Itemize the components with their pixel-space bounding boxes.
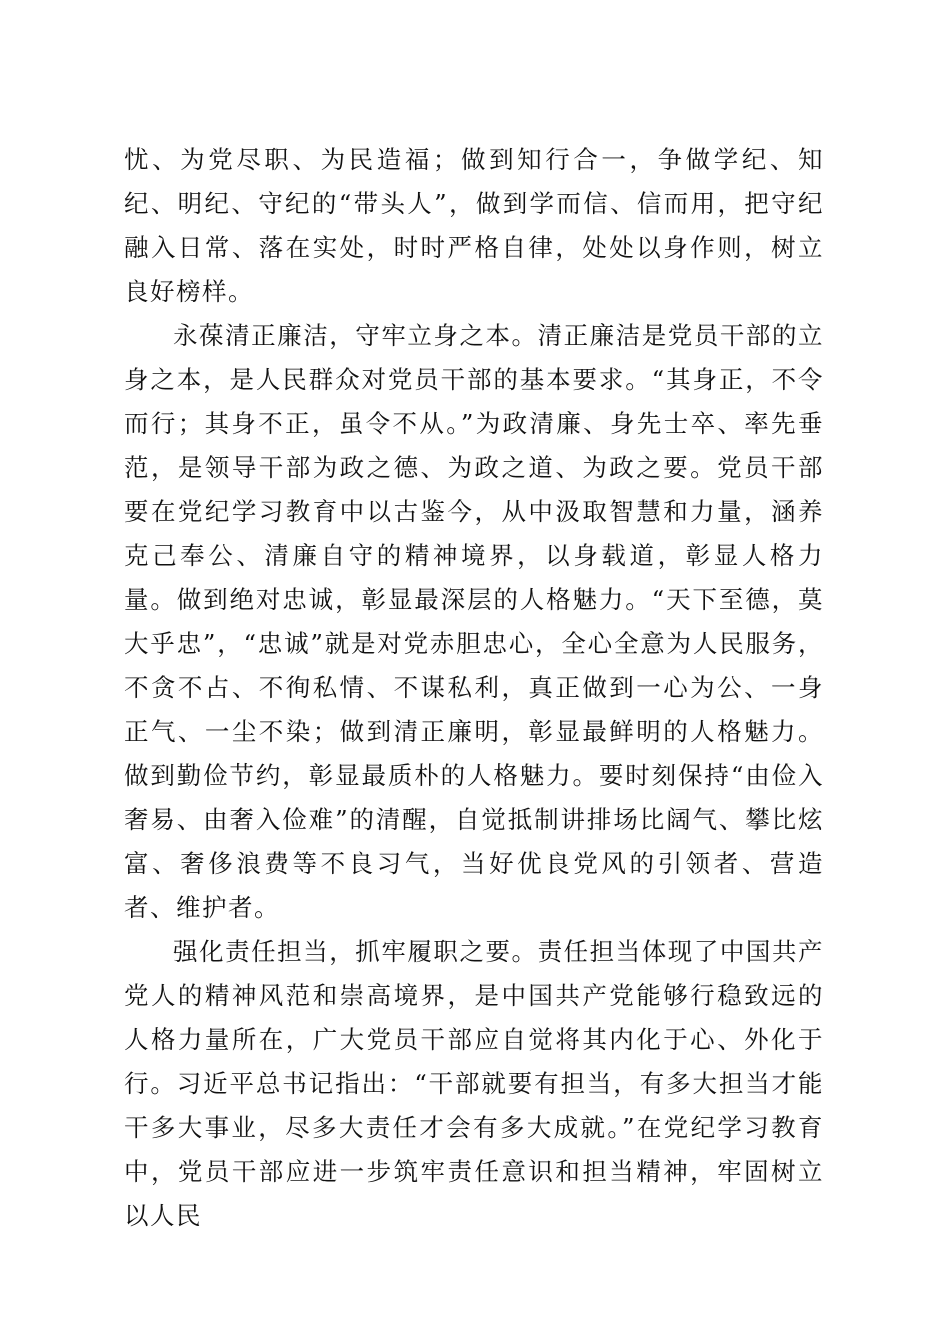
paragraph-continued: 忧、为党尽职、为民造福；做到知行合一，争做学纪、知纪、明纪、守纪的“带头人”，做到学而信、信而用，把守纪融入日常、落在实处，时时严格自律，处处以身作则，树立良好榜样。 <box>124 145 824 306</box>
paragraph-responsibility: 强化责任担当，抓牢履职之要。责任担当体现了中国共产党人的精神风范和崇高境界，是中国共产党能够行稳致远的人格力量所在，广大党员干部应自觉将其内化于心、外化于行。习近平总书记指出：“干部就要有担当，有多大担当才能干多大事业，尽多大责任才会有多大成就。”在党纪学习教育中，党员干部应进一步筑牢责任意识和担当精神，牢固树立以人民 <box>124 937 824 1230</box>
paragraph-integrity: 永葆清正廉洁，守牢立身之本。清正廉洁是党员干部的立身之本，是人民群众对党员干部的基本要求。“其身正，不令而行；其身不正，虽令不从。”为政清廉、身先士卒、率先垂范，是领导干部为政之德、为政之道、为政之要。党员干部要在党纪学习教育中以古鉴今，从中汲取智慧和力量，涵养克己奉公、清廉自守的精神境界，以身载道，彰显人格力量。做到绝对忠诚，彰显最深层的人格魅力。“天下至德，莫大乎忠”，“忠诚”就是对党赤胆忠心，全心全意为人民服务，不贪不占、不徇私情、不谋私利，真正做到一心为公、一身正气、一尘不染；做到清正廉明，彰显最鲜明的人格魅力。做到勤俭节约，彰显最质朴的人格魅力。要时刻保持“由俭入奢易、由奢入俭难”的清醒，自觉抵制讲排场比阔气、攀比炫富、奢侈浪费等不良习气，当好优良党风的引领者、营造者、维护者。 <box>124 321 824 922</box>
document-body <box>124 138 824 1238</box>
